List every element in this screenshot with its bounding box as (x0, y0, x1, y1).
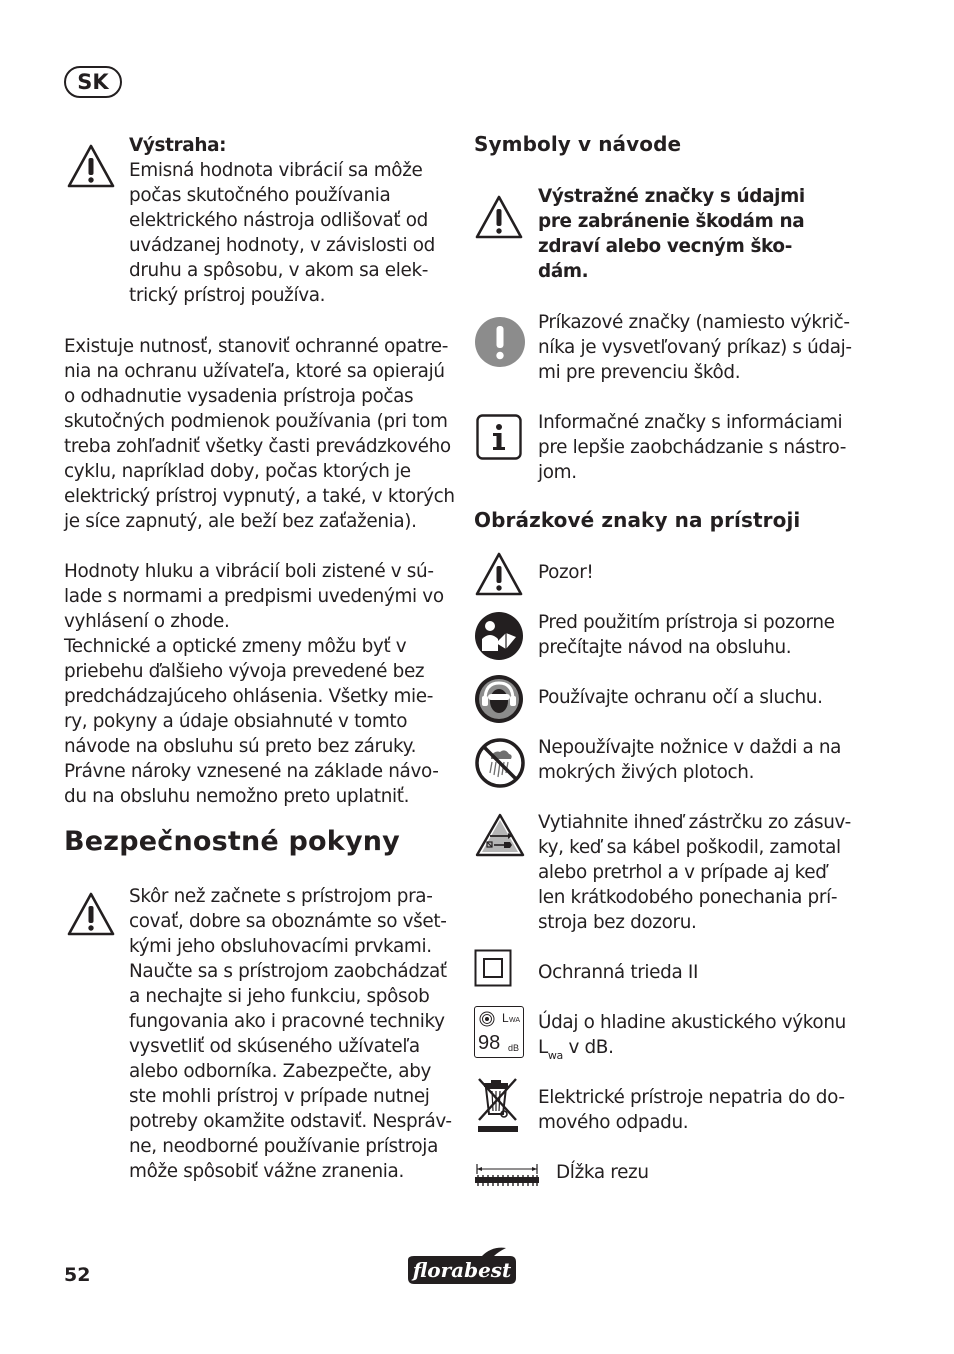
lwa-value: 98 (478, 1032, 501, 1054)
lwa-label: L (502, 1011, 509, 1025)
info-sign-icon (476, 414, 522, 460)
attention-triangle-icon (474, 551, 524, 597)
eye-ear-text: Používajte ochranu očí a sluchu. (538, 687, 823, 708)
weee-text: Elektrické prístroje nepatria do do- mového odpadu. (538, 1087, 845, 1133)
noise-paragraph: Hodnoty hluku a vibrácií boli zistené v sú- lade s normami a predpismi uvedenými vo vyhlásení o zhode. Technické a optické zmeny môžu byť v priebehu ďalšieho vývoja prevedené bez predchádzajúceho ohlásenia. Všetky mie- ry, pokyny a údaje obsiahnuté v tomto návode na obsluhu sú preto bez záruky. Právne nároky vznesené na základe návo- du na obsluhu nemožno preto uplatniť. (64, 561, 444, 807)
pictograms-heading: Obrázkové znaky na prístroji (474, 508, 801, 532)
class-ii-text: Ochranná trieda II (538, 962, 699, 983)
lwa-unit: dB (508, 1043, 520, 1053)
sound-power-line1: Údaj o hladine akustického výkonu (538, 1012, 846, 1033)
crossed-bin-icon (476, 1076, 520, 1134)
warning-triangle-icon (66, 143, 116, 189)
read-manual-text: Pred použitím prístroja si pozorne prečítajte návod na obsluhu. (538, 612, 835, 658)
cut-length-text: Dĺžka rezu (556, 1162, 649, 1183)
symbol-warning-text: Výstražné značky s údajmi pre zabránenie škodám na zdraví alebo vecným ško- dám. (538, 186, 805, 282)
warning-title: Výstraha: (129, 135, 227, 156)
language-badge: SK (64, 66, 122, 98)
unplug-warning-icon (474, 812, 526, 858)
eye-ear-protection-icon (474, 674, 524, 724)
read-manual-icon (474, 611, 524, 661)
cut-length-icon (474, 1160, 540, 1190)
lwa-sub: WA (509, 1017, 521, 1024)
logo-text: florabest (412, 1258, 512, 1282)
symbol-command-text: Príkazové značky (namiesto výkrič- níka je vysvetľovaný príkaz) s údaj- mi pre prevenciu škôd. (538, 312, 852, 383)
unplug-text: Vytiahnite ihneď zástrčku zo zásuv- ky, keď sa kábel poškodil, zamotal alebo pretrhol a v prípade aj keď len krátkodobého ponechania prí- stroja bez dozoru. (538, 812, 851, 933)
florabest-logo (406, 1244, 518, 1288)
command-sign-icon (474, 316, 526, 368)
warning-triangle-icon (66, 891, 116, 937)
sound-wave-icon (479, 1011, 495, 1027)
symbol-info-text: Informačné značky s informáciami pre lepšie zaobchádzanie s nástro- jom. (538, 412, 846, 483)
vibration-paragraph: Existuje nutnosť, stanoviť ochranné opatre- nia na ochranu užívateľa, ktoré sa opierajú o odhadnutie vysadenia prístroja počas skutočných podmienok používania (pri tom treba zohľadniť všetky časti prevádzkového cyklu, napríklad doby, počas ktorých je elektrický prístroj vypnutý, a také, v ktorých je síce zapnutý, ale beží bez zaťaženia). (64, 336, 455, 532)
safety-text: Skôr než začnete s prístrojom pra- covať, dobre sa oboznámte so všet- kými jeho obsluhovacími prvkami. Naučte sa s prístrojom zaobchádzať a nechajte si jeho funkciu, spôsob fungovania ako i pracovné techniky vysvetliť od skúseného užívateľa alebo odborníka. Zabezpečte, aby ste mohli prístroj v prípade nutnej potreby okamžite odstaviť. Nespráv- ne, neodborné používanie prístroja môže spôsobiť vážne zranenia. (129, 886, 452, 1182)
attention-text: Pozor! (538, 562, 594, 583)
no-rain-icon (474, 737, 526, 789)
warning-text: Emisná hodnota vibrácií sa môže počas skutočného používania elektrického nástroja odlišovať od uvádzanej hodnoty, v závislosti od druhu a spôsobu, v akom sa elek- trický prístroj používa. (129, 160, 435, 306)
sound-power-line2: $L_{wa}$ v dB. (538, 1037, 614, 1062)
symbols-heading: Symboly v návode (474, 132, 682, 156)
no-rain-text: Nepoužívajte nožnice v daždi a na mokrých živých plotoch. (538, 737, 842, 783)
safety-heading: Bezpečnostné pokyny (64, 826, 400, 857)
page-number: 52 (64, 1264, 91, 1286)
warning-triangle-icon (474, 194, 524, 240)
protection-class-ii-icon (474, 949, 512, 987)
sound-power-icon (474, 1006, 524, 1058)
